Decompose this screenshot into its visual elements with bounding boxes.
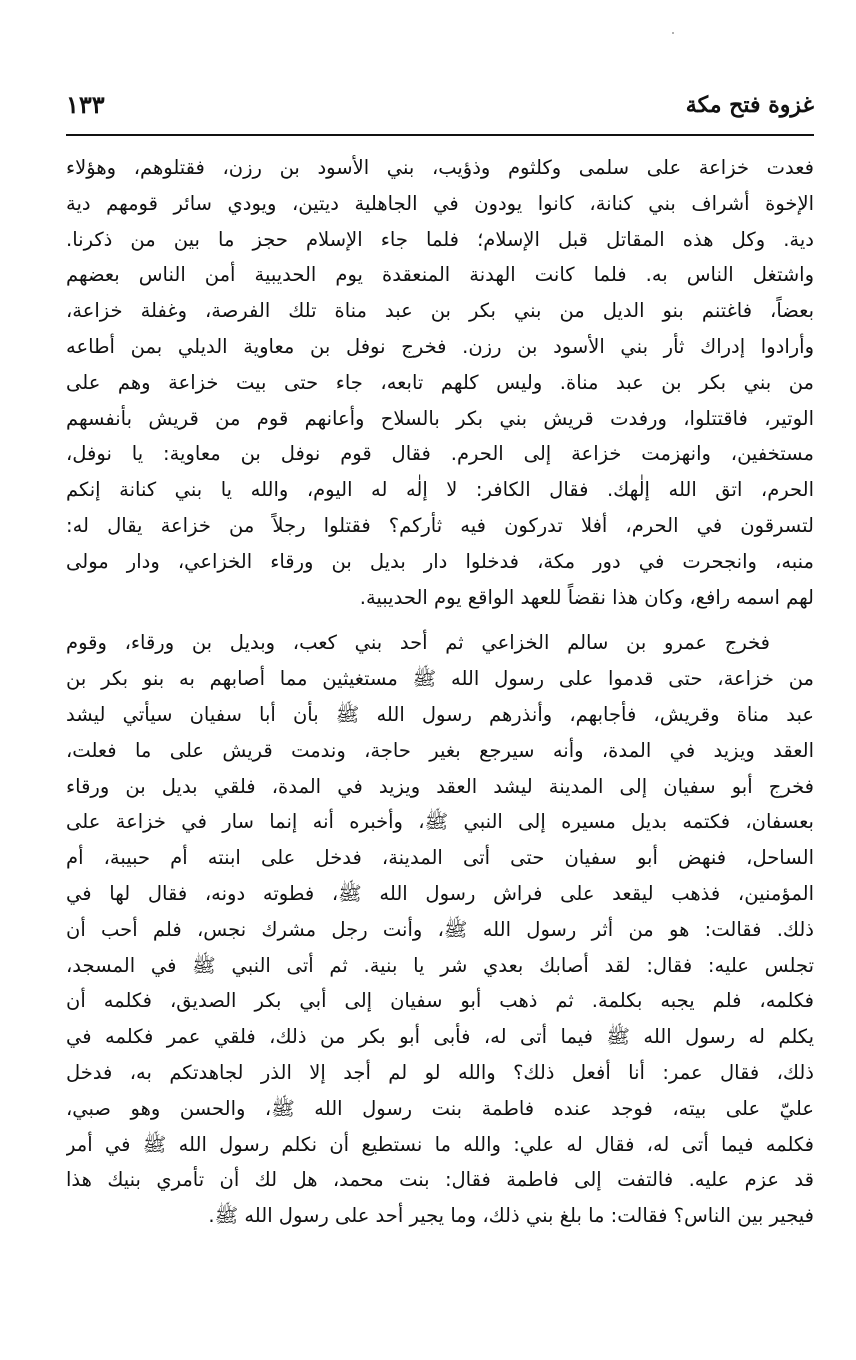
text-line: وأرادوا إدراك ثأر بني الأسود بن رزن. فخرج نوفل بن معاوية الديلي بمن أطاعه — [66, 334, 814, 358]
text-line: من بني بكر بن عبد مناة. وليس كلهم تابعه، جاء حتى بيت خزاعة وهم على — [66, 370, 814, 394]
text-line: فكلمه فيما أتى له، فقال له علي: والله ما نستطيع أن نكلم رسول الله ﷺ في أمر — [66, 1132, 814, 1156]
text-line: المؤمنين، فذهب ليقعد على فراش رسول الله ﷺ، فطوته دونه، فقال لها في — [66, 881, 814, 905]
text-line: ذلك. فقالت: هو من أثر رسول الله ﷺ، وأنت رجل مشرك نجس، فلم أحب أن — [66, 917, 814, 941]
text-line: يكلم له رسول الله ﷺ فيما أتى له، فأبى أبو بكر من ذلك، فلقي عمر فكلمه في — [66, 1025, 814, 1049]
paragraph-gap — [66, 615, 814, 625]
text-line: فيجير بين الناس؟ فقالت: ما بلغ بني ذلك، وما يجير أحد على رسول الله ﷺ. — [208, 1204, 814, 1228]
text-line: بعضاً، فاغتنم بنو الديل من بني بكر بن عبد مناة تلك الفرصة، وغفلة خزاعة، — [66, 299, 814, 323]
text-line: فخرج أبو سفيان إلى المدينة ليشد العقد ويزيد في المدة، فلقي بديل بن ورقاء — [66, 774, 814, 798]
text-line: فكلمه، فلم يجبه بكلمة. ثم ذهب أبو سفيان إلى أبي بكر الصديق، فكلمه أن — [66, 989, 814, 1013]
text-line: الوتير، فاقتتلوا، ورفدت قريش بني بكر بالسلاح وأعانهم قوم من قريش بأنفسهم — [66, 406, 814, 430]
text-line: واشتغل الناس به. فلما كانت الهدنة المنعقدة يوم الحديبية أمن الناس بعضهم — [66, 263, 814, 287]
header-rule — [66, 134, 814, 136]
text-line: الساحل، فنهض أبو سفيان حتى أتى المدينة، فدخل على ابنته أم حبيبة، أم — [66, 846, 814, 870]
running-header — [66, 88, 814, 128]
page-number: ١٣٣ — [66, 90, 105, 119]
text-line: العقد ويزيد في المدة، وأنه سيرجع بغير حاجة، وندمت قريش على ما فعلت، — [66, 738, 814, 762]
text-line: لتسرقون في الحرم، أفلا تدركون فيه ثأركم؟ فقتلوا رجلاً من خزاعة يقال له: — [66, 513, 814, 537]
text-line: تجلس عليه: فقال: لقد أصابك بعدي شر يا بنية. ثم أتى النبي ﷺ في المسجد، — [66, 953, 814, 977]
text-line: لهم اسمه رافع، وكان هذا نقضاً للعهد الواقع يوم الحديبية. — [359, 585, 814, 609]
text-line: ذلك، فقال عمر: أنا أفعل ذلك؟ والله لو لم أجد إلا الذر لجاهدتكم به، فدخل — [66, 1060, 814, 1084]
text-line: منبه، وانجحرت في دور مكة، فدخلوا دار بديل بن ورقاء الخزاعي، ودار مولى — [66, 549, 814, 573]
text-line: فعدت خزاعة على سلمى وكلثوم وذؤيب، بني الأسود بن رزن، فقتلوهم، وهؤلاء — [66, 156, 814, 179]
chapter-title: غزوة فتح مكة — [685, 92, 814, 118]
text-line: مستخفين، وانهزمت خزاعة إلى الحرم. فقال قوم نوفل بن معاوية: يا نوفل، — [66, 442, 814, 466]
text-line: من خزاعة، حتى قدموا على رسول الله ﷺ مستغيثين مما أصابهم به بنو بكر بن — [66, 667, 814, 691]
text-line: فخرج عمرو بن سالم الخزاعي ثم أحد بني كعب، وبديل بن ورقاء، وقوم — [66, 631, 770, 655]
text-line: عبد مناة وقريش، فأجابهم، وأنذرهم رسول الله ﷺ بأن أبا سفيان سيأتي ليشد — [66, 702, 814, 726]
text-line: عليّ على بيته، فوجد عنده فاطمة بنت رسول الله ﷺ، والحسن وهو صبي، — [66, 1096, 814, 1120]
body-text — [66, 150, 814, 1234]
text-line: قد عزم عليه. فالتفت إلى فاطمة فقال: بنت محمد، هل لك أن تأمري بنيك هذا — [66, 1168, 814, 1192]
scan-speck — [672, 32, 674, 34]
text-line: بعسفان، فكتمه بديل مسيره إلى النبي ﷺ، وأخبره أنه إنما سار في خزاعة على — [66, 810, 814, 834]
text-line: الحرم، اتق الله إلٰهك. فقال الكافر: لا إلٰه له اليوم، والله يا بني كنانة إنكم — [66, 478, 814, 502]
text-line: دية. وكل هذه المقاتل قبل الإسلام؛ فلما جاء الإسلام حجز ما بين من ذكرنا. — [66, 227, 814, 251]
text-line: الإخوة أشراف بني كنانة، كانوا يودون في الجاهلية ديتين، ويودي سائر قومهم دية — [66, 191, 814, 215]
